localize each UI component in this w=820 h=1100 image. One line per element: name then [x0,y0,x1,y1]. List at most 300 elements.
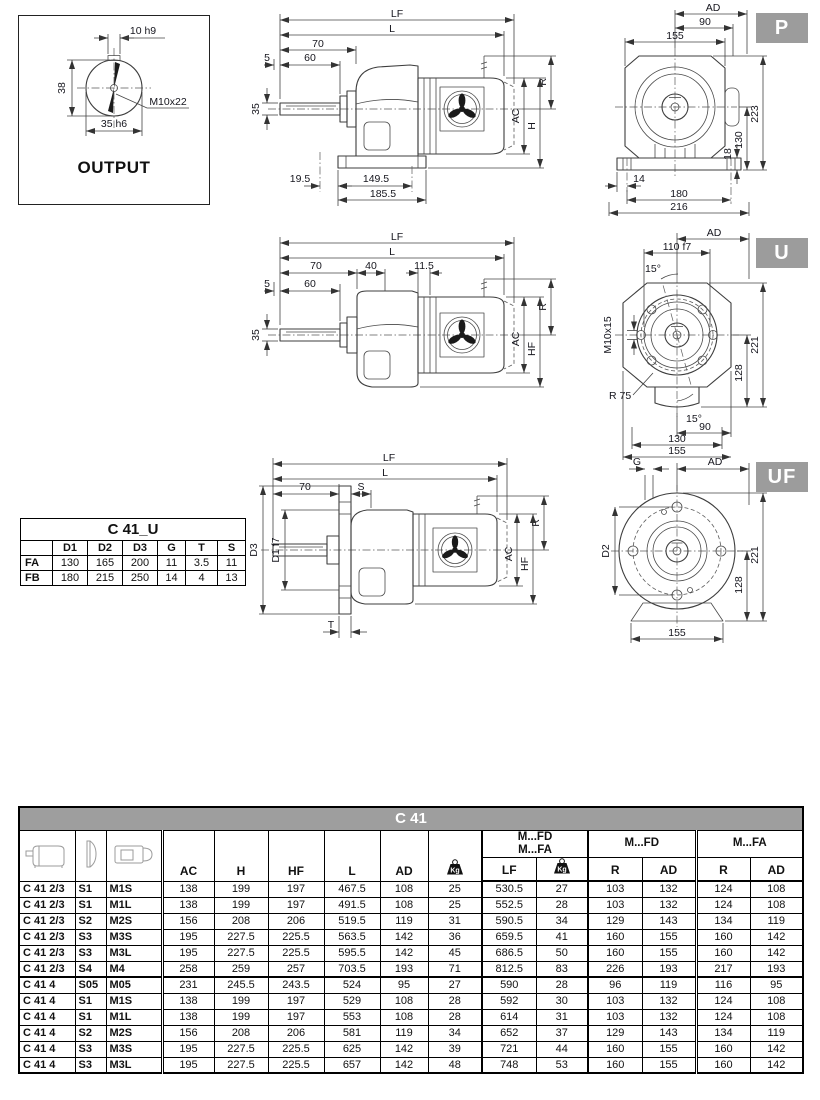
table-cell: C 41 2/3 [19,945,75,961]
u-side-drawing [252,227,562,439]
table-cell: 119 [380,1025,428,1041]
table-cell: C 41 2/3 [19,961,75,977]
table-row [19,1041,803,1057]
dim-h: H [526,122,538,130]
table-cell: 199 [214,1009,268,1025]
table-cell: 227.5 [214,1057,268,1073]
table-cell: 590.5 [482,913,536,929]
table-cell: 208 [214,1025,268,1041]
kg-icon [443,859,467,875]
table-cell: 225.5 [268,1057,324,1073]
dim-60: 60 [304,278,316,290]
output-detail-box [18,15,210,205]
kg-icon-label: Kg [450,867,460,874]
dim-angle-bottom: 15° [686,413,702,425]
u-front-dimensions [602,227,767,460]
table-cell: M1L [106,897,162,913]
table-cell: 524 [324,977,380,993]
table-cell: 71 [428,961,482,977]
table-cell: 581 [324,1025,380,1041]
table-cell: 129 [588,913,642,929]
dim-155: 155 [668,445,686,457]
dim-lf: LF [390,8,404,20]
table-cell: 227.5 [214,1041,268,1057]
table-cell: 103 [588,1009,642,1025]
table-cell: 165 [88,556,123,571]
table-cell: 226 [588,961,642,977]
table-cell: S3 [75,929,106,945]
table-cell: 134 [696,913,750,929]
dim-128: 128 [733,576,745,594]
table-cell: 53 [536,1057,588,1073]
table-cell: C 41 4 [19,977,75,993]
table-cell: 83 [536,961,588,977]
col-hf: HF [268,830,324,881]
kg-icon [550,858,574,874]
table-cell: M2S [106,1025,162,1041]
table-cell: 563.5 [324,929,380,945]
table-cell: 155 [642,1057,696,1073]
dim-ad: AD [705,2,721,14]
table-cell: 812.5 [482,961,536,977]
p-side-outline [268,56,522,168]
header-group-row [19,830,803,857]
table-cell: 160 [696,1057,750,1073]
group-header-mfd: M...FD [588,830,696,857]
dim-ad: AD [707,456,723,468]
table-cell: C 41 2/3 [19,929,75,945]
table-cell: 200 [123,556,158,571]
dim-ac: AC [510,108,522,124]
table-cell: 134 [696,1025,750,1041]
uf-front-dimensions [600,456,767,643]
dim-d2: D2 [600,544,612,558]
table-cell: M3S [106,929,162,945]
table-cell: S3 [75,1057,106,1073]
col-lf: LF [482,857,536,881]
table-cell: S05 [75,977,106,993]
dim-lf: LF [390,231,404,243]
dim-ac: AC [503,546,515,562]
dim-60: 60 [304,52,316,64]
uf-side-dimensions [248,452,549,638]
table-cell: 119 [750,913,803,929]
table-cell: 138 [162,993,214,1009]
table-row [21,571,246,586]
table-cell: 721 [482,1041,536,1057]
table-cell: 138 [162,897,214,913]
table-cell: S3 [75,945,106,961]
table-cell: 138 [162,881,214,897]
table-cell: 34 [428,1025,482,1041]
table-cell: 199 [214,897,268,913]
output-shaft-drawing [19,16,209,156]
uf-front-outline [611,475,743,627]
dim-11-5: 11.5 [414,260,434,272]
table-cell: 41 [536,929,588,945]
table-cell: 625 [324,1041,380,1057]
table-cell: 130 [53,556,88,571]
dim-r: R [530,519,542,527]
table-cell: 96 [588,977,642,993]
table-cell: 142 [750,1041,803,1057]
table-cell: 553 [324,1009,380,1025]
col-weight [428,830,482,881]
table-cell: 36 [428,929,482,945]
dim-70: 70 [299,481,311,493]
dim-lf: LF [382,452,396,464]
dim-70: 70 [312,38,324,50]
dim-ad: AD [706,227,722,239]
table-cell: 31 [428,913,482,929]
small-table-title: C 41_U [21,519,246,541]
table-cell: 225.5 [268,929,324,945]
table-cell: 45 [428,945,482,961]
table-cell: C 41 4 [19,1025,75,1041]
table-row [19,929,803,945]
table-cell: 193 [380,961,428,977]
table-cell: 225.5 [268,945,324,961]
col-d2: D2 [88,541,123,556]
dim-5: 5 [264,278,270,290]
small-table-corner [21,541,53,556]
dim-216: 216 [670,201,688,213]
kg-icon-label: Kg [557,866,567,874]
motor-icon-cell [106,830,162,881]
table-cell: 108 [750,881,803,897]
table-cell: 142 [750,945,803,961]
table-cell: S4 [75,961,106,977]
table-cell: FB [21,571,53,586]
table-cell: 197 [268,897,324,913]
dim-hf: HF [519,557,531,571]
dim-70: 70 [310,260,322,272]
table-cell: 44 [536,1041,588,1057]
dim-r: R [537,303,549,311]
table-cell: 108 [380,993,428,1009]
table-row [19,913,803,929]
table-cell: 30 [536,993,588,1009]
col-h: H [214,830,268,881]
uf-front-drawing [597,455,772,655]
table-cell: 519.5 [324,913,380,929]
table-cell: 116 [696,977,750,993]
table-cell: 11 [158,556,186,571]
table-cell: 3.5 [186,556,218,571]
table-cell: 142 [380,945,428,961]
flange-icon-cell [75,830,106,881]
table-cell: 108 [750,993,803,1009]
table-cell: 119 [380,913,428,929]
table-cell: 28 [536,897,588,913]
p-side-dimensions [250,8,556,206]
table-cell: 195 [162,1041,214,1057]
table-cell: 142 [380,1041,428,1057]
group-line-1: M...FD [517,830,553,843]
dim-185-5: 185.5 [369,188,397,200]
table-cell: 143 [642,913,696,929]
table-cell: 95 [750,977,803,993]
table-cell: 180 [53,571,88,586]
dim-g: G [632,456,642,468]
table-cell: 37 [536,1025,588,1041]
table-cell: 14 [158,571,186,586]
col-weight-2 [536,857,588,881]
table-cell: 142 [380,929,428,945]
table-cell: 250 [123,571,158,586]
table-cell: 552.5 [482,897,536,913]
table-row [19,961,803,977]
dim-l: L [389,246,395,258]
table-cell: 657 [324,1057,380,1073]
table-cell: 108 [380,1009,428,1025]
table-cell: 193 [642,961,696,977]
dim-223: 223 [749,105,761,123]
table-row [19,1025,803,1041]
table-title: C 41 [19,807,803,830]
dim-t: T [327,619,335,631]
dim-l: L [389,23,395,35]
gearbox-icon [25,840,69,868]
table-cell: S3 [75,1041,106,1057]
group-line-2: M...FA [518,843,552,856]
table-cell: S1 [75,1009,106,1025]
table-cell: 156 [162,1025,214,1041]
p-front-dimensions [605,2,767,216]
table-cell: 39 [428,1041,482,1057]
table-cell: 103 [588,881,642,897]
dim-height-38: 38 [56,82,68,94]
col-d3: D3 [123,541,158,556]
dim-r: R [537,78,549,86]
table-cell: S1 [75,897,106,913]
table-cell: M05 [106,977,162,993]
table-cell: 467.5 [324,881,380,897]
table-cell: 703.5 [324,961,380,977]
dim-hf: HF [526,342,538,356]
table-cell: M1S [106,881,162,897]
table-cell: 529 [324,993,380,1009]
table-cell: M1S [106,993,162,1009]
dim-40: 40 [365,260,377,272]
table-cell: M3S [106,1041,162,1057]
dim-130: 130 [733,131,745,149]
table-cell: C 41 2/3 [19,881,75,897]
table-cell: 257 [268,961,324,977]
dim-35: 35 [250,329,262,341]
table-cell: 155 [642,945,696,961]
table-cell: 686.5 [482,945,536,961]
table-cell: 160 [588,929,642,945]
table-cell: S1 [75,881,106,897]
table-row [19,945,803,961]
table-cell: 132 [642,897,696,913]
table-cell: C 41 4 [19,1057,75,1073]
table-cell: S2 [75,1025,106,1041]
table-row [19,1009,803,1025]
tab-p: P [756,13,808,43]
table-cell: 11 [218,556,246,571]
table-cell: C 41 4 [19,1009,75,1025]
table-cell: 217 [696,961,750,977]
table-cell: 227.5 [214,945,268,961]
table-cell: 227.5 [214,929,268,945]
table-cell: 124 [696,881,750,897]
table-row [19,993,803,1009]
table-cell: 132 [642,1009,696,1025]
table-cell: 592 [482,993,536,1009]
dim-155: 155 [668,627,686,639]
table-cell: 108 [750,897,803,913]
table-cell: M3L [106,945,162,961]
dim-m10x15: M10x15 [602,316,614,354]
dim-35: 35 [250,103,262,115]
table-cell: 28 [428,1009,482,1025]
table-cell: 28 [536,977,588,993]
table-cell: 652 [482,1025,536,1041]
dim-key-width: 10 h9 [129,25,157,37]
table-cell: 31 [536,1009,588,1025]
group-header-mfd-mfa [482,830,588,857]
motor-icon [113,840,155,868]
p-front-drawing [597,4,772,219]
table-cell: 27 [428,977,482,993]
table-cell: 208 [214,913,268,929]
table-cell: 491.5 [324,897,380,913]
dim-d3: D3 [248,543,260,557]
u-front-drawing [597,227,772,461]
table-cell: 4 [186,571,218,586]
table-cell: 124 [696,897,750,913]
group-header-mfa: M...FA [696,830,803,857]
col-ac: AC [162,830,214,881]
table-cell: 225.5 [268,1041,324,1057]
gearbox-icon-cell [19,830,75,881]
flange-dimension-table [20,518,246,586]
table-cell: 108 [750,1009,803,1025]
table-cell: 160 [696,1041,750,1057]
table-cell: 119 [642,977,696,993]
table-cell: 34 [536,913,588,929]
table-cell: 243.5 [268,977,324,993]
table-cell: 124 [696,1009,750,1025]
table-cell: 156 [162,913,214,929]
table-cell: 132 [642,881,696,897]
tab-u: U [756,238,808,268]
table-cell: 197 [268,993,324,1009]
table-cell: 206 [268,913,324,929]
table-cell: 160 [696,945,750,961]
u-front-outline [615,275,739,417]
table-cell: 590 [482,977,536,993]
table-row [21,556,246,571]
col-s: S [218,541,246,556]
table-cell: M2S [106,913,162,929]
col-r-mfd: R [588,857,642,881]
dim-5: 5 [264,52,270,64]
table-cell: 160 [588,1057,642,1073]
dim-l: L [382,467,388,479]
small-table-header-row [21,541,246,556]
table-cell: 48 [428,1057,482,1073]
table-cell: 138 [162,1009,214,1025]
table-cell: 199 [214,881,268,897]
table-cell: 25 [428,897,482,913]
fan-icon [441,535,469,560]
dim-18: 18 [722,148,734,160]
table-cell: 160 [588,1041,642,1057]
table-cell: 28 [428,993,482,1009]
table-cell: 103 [588,897,642,913]
table-cell: 142 [750,929,803,945]
table-cell: 199 [214,993,268,1009]
dim-angle-top: 15° [645,263,661,275]
table-cell: 197 [268,1009,324,1025]
dim-d1-f7: D1 f7 [270,537,282,563]
tab-uf: UF [756,462,808,492]
table-cell: 259 [214,961,268,977]
dim-180: 180 [670,188,688,200]
uf-side-drawing [247,452,562,652]
fan-icon [447,320,477,346]
table-cell: 143 [642,1025,696,1041]
uf-side-outline [261,486,515,614]
table-cell: 108 [380,897,428,913]
dim-tap: M10x22 [149,96,187,108]
table-cell: 155 [642,1041,696,1057]
table-cell: 103 [588,993,642,1009]
table-cell: 108 [380,881,428,897]
dim-110-f7: 110 f7 [662,241,692,253]
table-cell: 160 [588,945,642,961]
col-l: L [324,830,380,881]
table-cell: M1L [106,1009,162,1025]
output-label: OUTPUT [77,158,151,177]
table-cell: M3L [106,1057,162,1073]
table-cell: 142 [750,1057,803,1073]
dim-221: 221 [749,546,761,564]
table-cell: 155 [642,929,696,945]
dim-r75: R 75 [609,390,632,402]
fan-icon [447,94,477,120]
table-cell: 258 [162,961,214,977]
table-cell: 215 [88,571,123,586]
output-shaft-dimensions [56,25,189,136]
table-cell: 748 [482,1057,536,1073]
flange-icon [83,839,99,869]
table-cell: 197 [268,881,324,897]
table-cell: C 41 2/3 [19,913,75,929]
table-row [19,881,803,897]
dim-221: 221 [749,336,761,354]
dim-149-5: 149.5 [362,173,390,185]
table-cell: 132 [642,993,696,1009]
table-cell: 124 [696,993,750,1009]
dimension-data-table [18,806,804,1074]
table-cell: 195 [162,945,214,961]
table-cell: S1 [75,993,106,1009]
table-cell: 193 [750,961,803,977]
dim-155: 155 [666,30,684,42]
col-ad-mfd: AD [642,857,696,881]
u-side-dimensions [250,231,556,387]
table-cell: 595.5 [324,945,380,961]
dim-90: 90 [699,421,711,433]
table-cell: 27 [536,881,588,897]
table-row [19,1057,803,1073]
table-title-row [19,807,803,830]
table-cell: 95 [380,977,428,993]
